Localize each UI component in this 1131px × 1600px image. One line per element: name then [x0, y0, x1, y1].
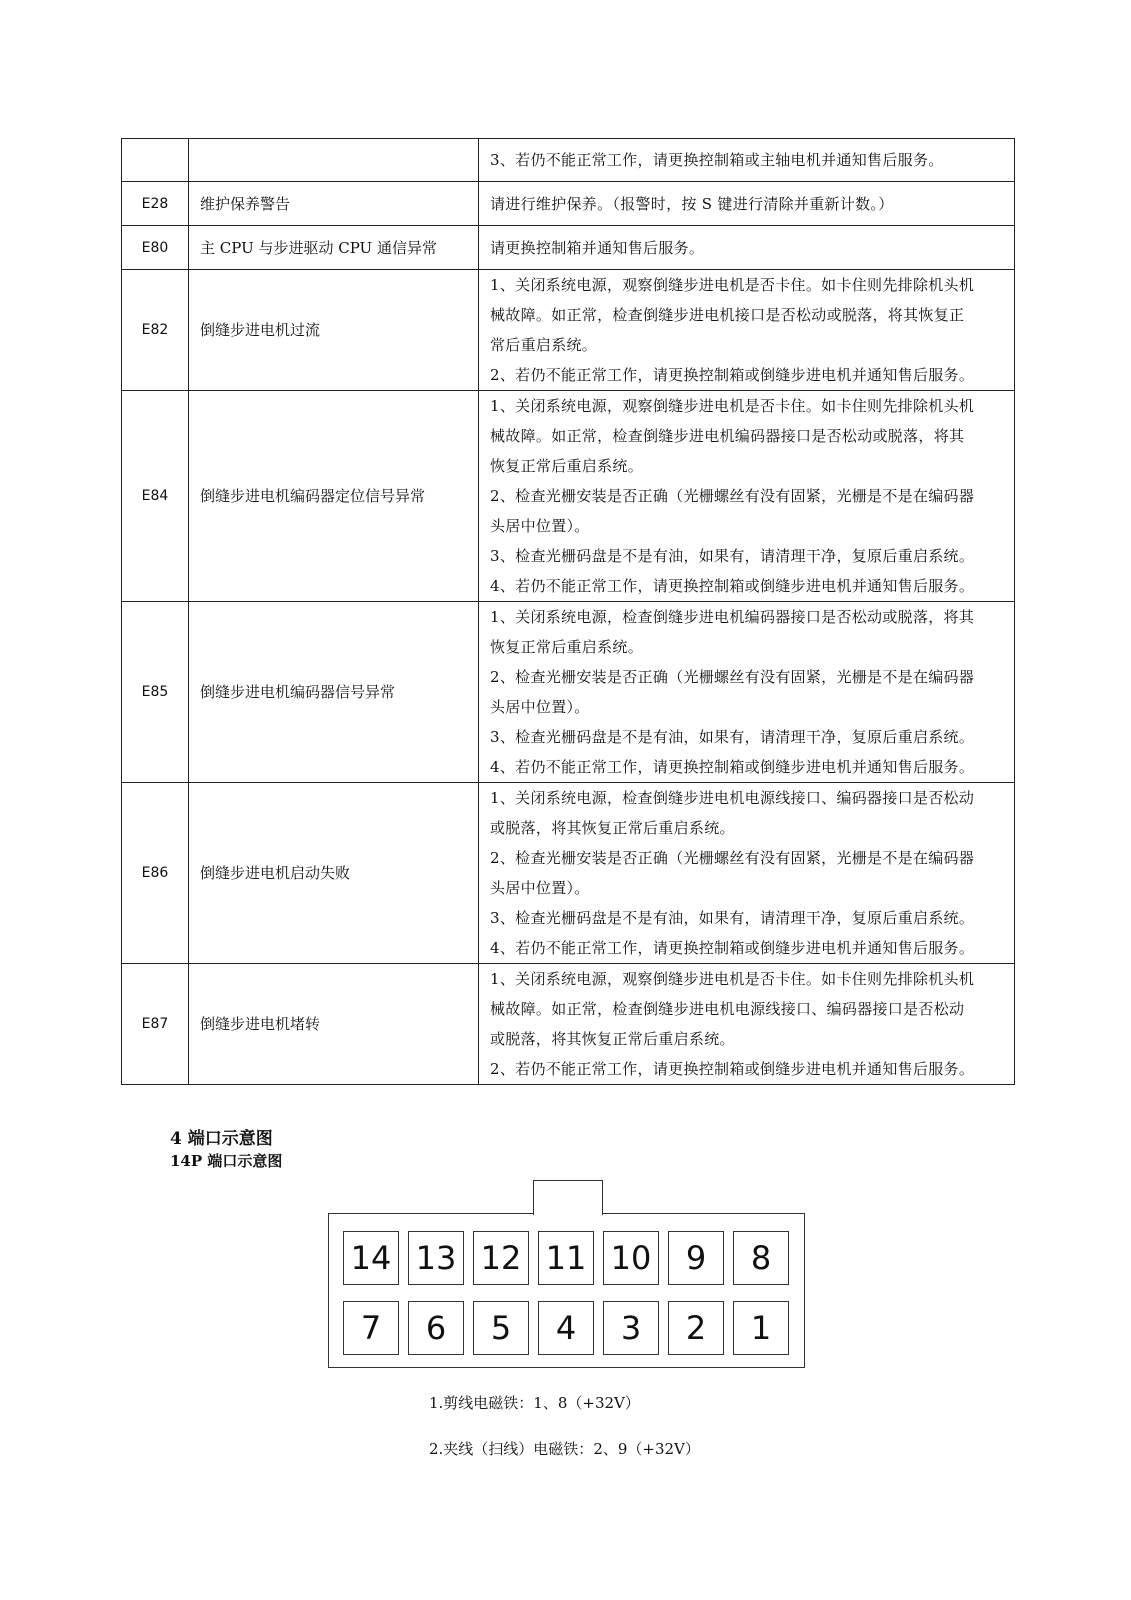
table-row — [122, 783, 1015, 964]
error-code-cell: E86 — [122, 783, 189, 964]
solution-line: 械故障。如正常，检查倒缝步进电机电源线接口、编码器接口是否松动 — [490, 1000, 965, 1018]
solution-line: 恢复正常后重启系统。 — [490, 638, 644, 656]
connector-pin: 11 — [538, 1231, 594, 1285]
error-solution-cell — [479, 226, 1015, 270]
error-name-cell: 倒缝步进电机堵转 — [189, 964, 479, 1085]
solution-line: 恢复正常后重启系统。 — [490, 457, 644, 475]
error-table-body — [122, 139, 1015, 1085]
error-solution-cell — [479, 602, 1015, 783]
error-name-cell: 倒缝步进电机编码器定位信号异常 — [189, 391, 479, 602]
note-cut-solenoid: 1.剪线电磁铁：1、8（+32V） — [429, 1394, 640, 1412]
table-row — [122, 270, 1015, 391]
error-name-cell — [189, 139, 479, 182]
error-name-cell: 倒缝步进电机启动失败 — [189, 783, 479, 964]
solution-line: 4、若仍不能正常工作，请更换控制箱或倒缝步进电机并通知售后服务。 — [490, 758, 975, 776]
connector-pin: 9 — [668, 1231, 724, 1285]
solution-line: 1、关闭系统电源，检查倒缝步进电机编码器接口是否松动或脱落，将其 — [490, 608, 975, 626]
connector-pin: 4 — [538, 1301, 594, 1355]
error-name-cell: 维护保养警告 — [189, 182, 479, 226]
error-code-cell: E28 — [122, 182, 189, 226]
solution-line: 或脱落，将其恢复正常后重启系统。 — [490, 1030, 735, 1048]
section-subtitle: 14P 端口示意图 — [170, 1152, 283, 1170]
solution-line: 1、关闭系统电源，观察倒缝步进电机是否卡住。如卡住则先排除机头机 — [490, 276, 975, 294]
solution-line: 1、关闭系统电源，观察倒缝步进电机是否卡住。如卡住则先排除机头机 — [490, 397, 975, 415]
table-row — [122, 602, 1015, 783]
solution-line: 械故障。如正常，检查倒缝步进电机接口是否松动或脱落，将其恢复正 — [490, 306, 965, 324]
solution-line: 2、若仍不能正常工作，请更换控制箱或倒缝步进电机并通知售后服务。 — [490, 1060, 975, 1078]
error-code-table — [121, 138, 1015, 1085]
connector-pin: 5 — [473, 1301, 529, 1355]
connector-pin: 14 — [343, 1231, 399, 1285]
error-solution-cell — [479, 270, 1015, 391]
note-clamp-solenoid: 2.夹线（扫线）电磁铁：2、9（+32V） — [429, 1440, 700, 1458]
error-solution-cell — [479, 783, 1015, 964]
error-code-cell: E80 — [122, 226, 189, 270]
solution-line: 2、若仍不能正常工作，请更换控制箱或倒缝步进电机并通知售后服务。 — [490, 366, 975, 384]
table-row — [122, 391, 1015, 602]
solution-line: 1、关闭系统电源，检查倒缝步进电机电源线接口、编码器接口是否松动 — [490, 789, 975, 807]
solution-line: 头居中位置）。 — [490, 879, 590, 897]
error-name-cell: 倒缝步进电机过流 — [189, 270, 479, 391]
error-solution-cell — [479, 964, 1015, 1085]
connector-pin: 2 — [668, 1301, 724, 1355]
error-solution-cell — [479, 139, 1015, 182]
solution-line: 2、检查光栅安装是否正确（光栅螺丝有没有固紧，光栅是不是在编码器 — [490, 487, 975, 505]
error-solution-cell — [479, 391, 1015, 602]
table-row — [122, 226, 1015, 270]
solution-line: 请进行维护保养。（报警时，按 S 键进行清除并重新计数。） — [490, 194, 894, 213]
error-name-cell: 倒缝步进电机编码器信号异常 — [189, 602, 479, 783]
error-code-cell — [122, 139, 189, 182]
solution-line: 2、检查光栅安装是否正确（光栅螺丝有没有固紧，光栅是不是在编码器 — [490, 849, 975, 867]
error-code-cell: E82 — [122, 270, 189, 391]
solution-line: 头居中位置）。 — [490, 517, 590, 535]
solution-line: 3、检查光栅码盘是不是有油，如果有，请清理干净，复原后重启系统。 — [490, 909, 975, 927]
solution-line: 或脱落，将其恢复正常后重启系统。 — [490, 819, 735, 837]
connector-pin: 12 — [473, 1231, 529, 1285]
section-title: 4 端口示意图 — [170, 1129, 273, 1149]
solution-line: 请更换控制箱并通知售后服务。 — [490, 238, 705, 257]
connector-pin: 3 — [603, 1301, 659, 1355]
table-row — [122, 964, 1015, 1085]
solution-line: 2、检查光栅安装是否正确（光栅螺丝有没有固紧，光栅是不是在编码器 — [490, 668, 975, 686]
connector-pin: 7 — [343, 1301, 399, 1355]
solution-line: 4、若仍不能正常工作，请更换控制箱或倒缝步进电机并通知售后服务。 — [490, 939, 975, 957]
connector-latch — [533, 1180, 603, 1215]
error-name-cell: 主 CPU 与步进驱动 CPU 通信异常 — [189, 226, 479, 270]
solution-line: 3、若仍不能正常工作，请更换控制箱或主轴电机并通知售后服务。 — [490, 151, 944, 169]
latch-gap — [535, 1212, 602, 1215]
solution-line: 4、若仍不能正常工作，请更换控制箱或倒缝步进电机并通知售后服务。 — [490, 577, 975, 595]
connector-pin: 6 — [408, 1301, 464, 1355]
error-code-cell: E84 — [122, 391, 189, 602]
solution-line: 1、关闭系统电源，观察倒缝步进电机是否卡住。如卡住则先排除机头机 — [490, 970, 975, 988]
connector-pin: 8 — [733, 1231, 789, 1285]
connector-pin: 13 — [408, 1231, 464, 1285]
error-code-cell: E87 — [122, 964, 189, 1085]
solution-line: 3、检查光栅码盘是不是有油，如果有，请清理干净，复原后重启系统。 — [490, 728, 975, 746]
solution-line: 常后重启系统。 — [490, 336, 598, 354]
error-code-cell: E85 — [122, 602, 189, 783]
solution-line: 3、检查光栅码盘是不是有油，如果有，请清理干净，复原后重启系统。 — [490, 547, 975, 565]
table-row — [122, 182, 1015, 226]
solution-line: 械故障。如正常，检查倒缝步进电机编码器接口是否松动或脱落，将其 — [490, 427, 965, 445]
connector-pin: 10 — [603, 1231, 659, 1285]
table-row — [122, 139, 1015, 182]
error-solution-cell — [479, 182, 1015, 226]
solution-line: 头居中位置）。 — [490, 698, 590, 716]
connector-pin: 1 — [733, 1301, 789, 1355]
